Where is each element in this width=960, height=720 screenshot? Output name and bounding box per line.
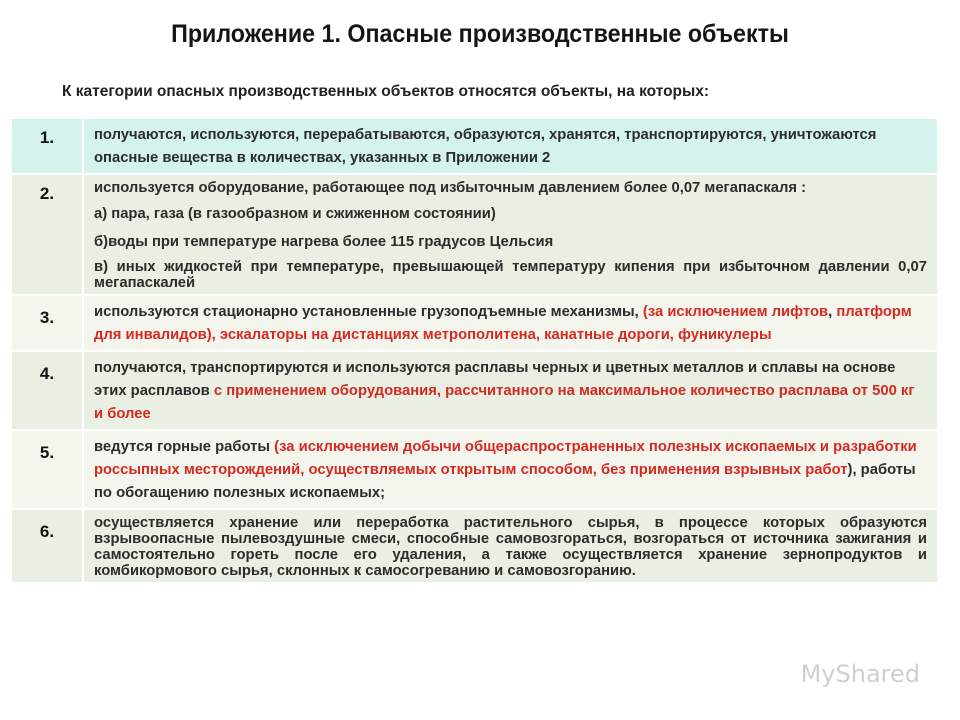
row-text-exception-cont: платформ для инвалидов), эскалаторы на дистанциях метрополитена, канатные дороги, фуникулеры [94,304,912,343]
row-number: 1. [12,119,83,174]
row-item-b: б)воды при температуре нагрева более 115 градусов Цельсия [94,234,554,250]
hazard-objects-table [12,119,937,584]
row-description [83,174,937,295]
table-row [12,509,937,583]
row-number: 2. [12,174,83,295]
row-text-main: ведутся горные работы [94,439,275,455]
row-item-c: в) иных жидкостей при температуре, превышающей температуру кипения при избыточном давлении 0,07 мегапаскалей [94,259,927,291]
row-item-a: а) пара, газа (в газообразном и сжиженном состоянии) [94,206,496,222]
table-row [12,174,937,295]
row-description [83,430,937,509]
page-subtitle: К категории опасных производственных объектов относятся объекты, на которых: [62,83,710,100]
table-row [12,119,937,174]
row-text-condition: с применением оборудования, рассчитанного на максимальное количество расплава от 500 кг и более [94,383,915,422]
row-text [94,357,927,426]
row-text [94,436,927,505]
row-text-main: используются стационарно установленные грузоподъемные механизмы, [94,304,643,320]
row-text-exception: (за исключением лифтов [642,304,829,320]
row-text-main: получаются, транспортируются и используются расплавы черных и цветных металлов и сплавы на основе этих расплавов [94,360,896,399]
row-number: 5. [12,430,83,509]
row-text: осуществляется хранение или переработка растительного сырья, в процессе которых образуются взрывоопасные пылевоздушные смеси, способные самовозгораться, возгораться от источника зажигания и самостоятельно гореть после его удаления, а также осуществляется хранение зернопродуктов и комбикормового сырья, склонных к самосогреванию и самовозгоранию. [94,515,927,579]
row-number: 4. [12,351,83,430]
row-number: 3. [12,295,83,351]
row-text-separator: , [828,304,837,320]
watermark: MyShared [800,660,920,688]
row-description [83,119,937,174]
row-intro: используется оборудование, работающее под избыточным давлением более 0,07 мегапаскаля : [94,180,807,196]
row-text-tail: ), работы по обогащению полезных ископаемых; [94,462,916,501]
row-number: 6. [12,509,83,583]
row-description [83,351,937,430]
table-row [12,351,937,430]
row-description [83,509,937,583]
row-text: получаются, используются, перерабатываются, образуются, хранятся, транспортируются, уничтожаются опасные вещества в количествах, указанных в Приложении 2 [94,127,877,166]
row-text [94,301,927,347]
table-row [12,295,937,351]
row-description [83,295,937,351]
row-text-exception: (за исключением добычи общераспространенных полезных ископаемых и разработки россыпных месторождений, осуществляемых открытым способом, без применения взрывных работ [94,439,917,478]
page-title: Приложение 1. Опасные производственные объекты [171,20,789,48]
table-row [12,430,937,509]
